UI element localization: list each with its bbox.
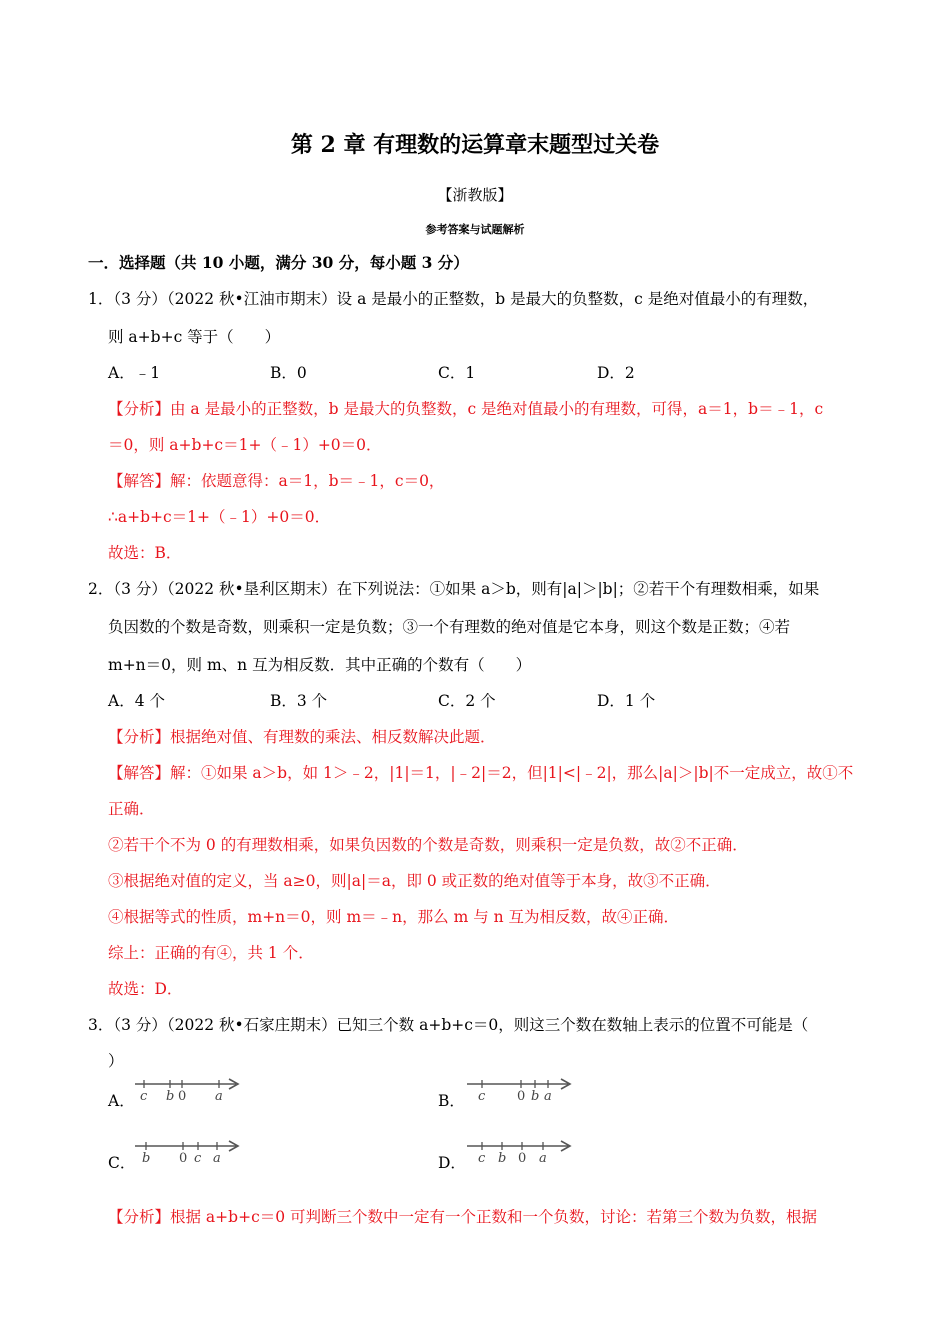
- q2-option-c: C．2 个: [438, 692, 496, 710]
- q1-option-d: D．2: [597, 364, 635, 382]
- q1-answer-line1: 【解答】解：依题意得：a＝1，b＝﹣1，c＝0，: [108, 472, 445, 490]
- q3-axis-b: [464, 1076, 576, 1106]
- section-heading: 一．选择题（共 10 小题，满分 30 分，每小题 3 分）: [88, 253, 469, 272]
- q3-axis-d: [464, 1138, 576, 1168]
- q1-analysis-line2: ＝0，则 a+b+c＝1+（﹣1）+0＝0．: [108, 436, 382, 454]
- q2-option-a: A．4 个: [108, 692, 165, 710]
- q1-choice: 故选：B．: [108, 544, 182, 562]
- edition-label: 【浙教版】: [437, 186, 513, 204]
- q2-option-d: D．1 个: [597, 692, 656, 710]
- axis-b-label-4: a: [544, 1089, 552, 1104]
- page-subtitle: 参考答案与试题解析: [425, 223, 525, 236]
- q2-answer-line2: 正确．: [108, 800, 155, 818]
- q2-stem-line2: 负因数的个数是奇数，则乘积一定是负数；③一个有理数的绝对值是它本身，则这个数是正数；④若: [108, 618, 791, 636]
- q3-option-d-label: D．: [438, 1154, 466, 1172]
- q1-option-b: B．0: [270, 364, 307, 382]
- q1-stem-line1: 1．（3 分）（2022 秋•江油市期末）设 a 是最小的正整数，b 是最大的负整数，c 是绝对值最小的有理数，: [88, 290, 819, 308]
- q1-option-c: C．1: [438, 364, 476, 382]
- axis-d-label-2: b: [498, 1151, 507, 1166]
- q1-answer-line2: ∴a+b+c＝1+（﹣1）+0＝0．: [108, 508, 331, 526]
- axis-d-label-4: a: [539, 1151, 547, 1166]
- q2-analysis: 【分析】根据绝对值、有理数的乘法、相反数解决此题．: [108, 728, 496, 746]
- q3-option-b-label: B．: [438, 1092, 465, 1110]
- axis-c-label-2: 0: [179, 1151, 188, 1166]
- q2-option-b: B．3 个: [270, 692, 328, 710]
- q3-stem-line2: ）: [108, 1052, 124, 1070]
- axis-b-label-1: c: [478, 1089, 486, 1104]
- q2-answer-line5: ④根据等式的性质，m+n＝0，则 m＝﹣n，那么 m 与 n 互为相反数，故④正确．: [108, 908, 680, 926]
- axis-b-label-3: b: [531, 1089, 540, 1104]
- axis-a-label-3: 0: [178, 1089, 187, 1104]
- axis-c-label-3: c: [194, 1151, 202, 1166]
- q3-option-a-label: A．: [108, 1092, 135, 1110]
- axis-c-label-4: a: [213, 1151, 221, 1166]
- q3-stem-line1: 3．（3 分）（2022 秋•石家庄期末）已知三个数 a+b+c＝0，则这三个数在数轴上表示的位置不可能是（: [88, 1016, 809, 1034]
- page-title: 第 2 章 有理数的运算章末题型过关卷: [290, 132, 660, 158]
- q2-stem-line3: m+n＝0，则 m、n 互为相反数．其中正确的个数有（ ）: [108, 656, 532, 674]
- axis-a-label-4: a: [215, 1089, 223, 1104]
- q3-analysis: 【分析】根据 a+b+c＝0 可判断三个数中一定有一个正数和一个负数，讨论：若第三个数为负数，根据: [108, 1208, 818, 1226]
- q3-option-c-label: C．: [108, 1154, 136, 1172]
- q2-answer-line1: 【解答】解：①如果 a＞b，如 1＞﹣2，|1|＝1，|﹣2|＝2，但|1|<|﹣2|，那么|a|＞|b|不一定成立，故①不: [108, 764, 854, 782]
- axis-d-label-3: 0: [518, 1151, 527, 1166]
- q2-answer-line4: ③根据绝对值的定义，当 a≥0，则|a|＝a，即 0 或正数的绝对值等于本身，故③不正确．: [108, 872, 721, 890]
- q2-stem-line1: 2．（3 分）（2022 秋•垦利区期末）在下列说法：①如果 a＞b，则有|a|＞|b|；②若干个有理数相乘，如果: [88, 580, 820, 598]
- q2-choice: 故选：D．: [108, 980, 183, 998]
- q3-axis-c: [132, 1138, 244, 1168]
- axis-d-label-1: c: [478, 1151, 486, 1166]
- q2-answer-line3: ②若干个不为 0 的有理数相乘，如果负因数的个数是奇数，则乘积一定是负数，故②不正确．: [108, 836, 748, 854]
- axis-c-label-1: b: [142, 1151, 151, 1166]
- q1-analysis-line1: 【分析】由 a 是最小的正整数，b 是最大的负整数，c 是绝对值最小的有理数，可得，a＝1，b＝﹣1，c: [108, 400, 824, 418]
- q1-option-a: A．﹣1: [108, 364, 161, 382]
- q1-stem-line2: 则 a+b+c 等于（ ）: [108, 328, 281, 346]
- axis-b-label-2: 0: [517, 1089, 526, 1104]
- axis-a-label-1: c: [140, 1089, 148, 1104]
- q3-axis-a: [132, 1076, 244, 1106]
- q2-summary: 综上：正确的有④，共 1 个．: [108, 944, 314, 962]
- axis-a-label-2: b: [166, 1089, 175, 1104]
